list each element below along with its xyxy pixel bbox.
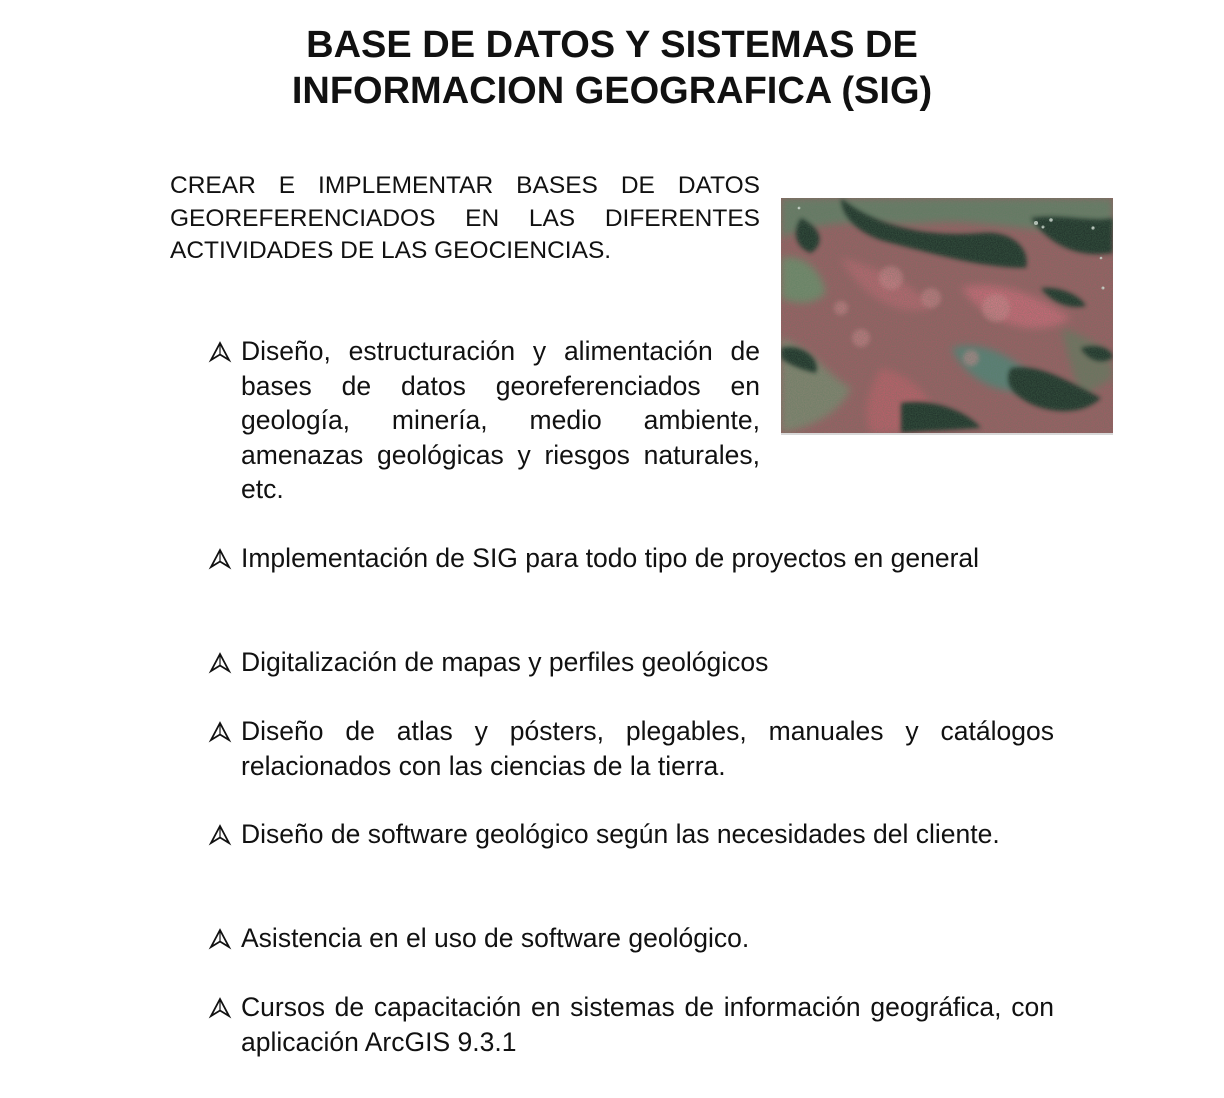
satellite-image: [781, 198, 1113, 435]
arrowhead-icon: [208, 823, 232, 847]
list-item: [208, 334, 760, 507]
arrowhead-icon: [208, 927, 232, 951]
list-item-text: Diseño de atlas y pósters, plegables, manuales y catálogos relacionados con las ciencias de la tierra.: [241, 716, 1054, 781]
page-title: [0, 22, 1224, 114]
arrowhead-icon: [208, 996, 232, 1020]
list-item: [208, 990, 1054, 1059]
arrowhead-icon: [208, 547, 232, 571]
list-item-text: Asistencia en el uso de software geológico.: [241, 923, 750, 953]
arrowhead-icon: [208, 651, 232, 675]
list-item: [208, 645, 1054, 680]
intro-paragraph: CREAR E IMPLEMENTAR BASES DE DATOS GEOREFERENCIADOS EN LAS DIFERENTES ACTIVIDADES DE LAS GEOCIENCIAS.: [170, 172, 760, 264]
list-item: [208, 541, 1054, 576]
list-item-text: Implementación de SIG para todo tipo de proyectos en general: [241, 543, 980, 573]
list-item: [208, 714, 1054, 783]
list-item-text: Diseño, estructuración y alimentación de bases de datos georeferenciados en geología, minería, medio ambiente, amenazas geológicas y riesgos naturales, etc.: [241, 336, 760, 504]
list-item: [208, 817, 1054, 852]
arrowhead-icon: [208, 340, 232, 364]
title-line-2: INFORMACION GEOGRAFICA (SIG): [291, 70, 933, 112]
list-item-text: Cursos de capacitación en sistemas de información geográfica, con aplicación ArcGIS 9.3.1: [241, 992, 1054, 1057]
arrowhead-icon: [208, 720, 232, 744]
list-item-text: Digitalización de mapas y perfiles geológicos: [241, 647, 769, 677]
list-item-text: Diseño de software geológico según las necesidades del cliente.: [241, 819, 1000, 849]
list-item: [208, 921, 1054, 956]
title-line-1: BASE DE DATOS Y SISTEMAS DE: [306, 24, 918, 66]
